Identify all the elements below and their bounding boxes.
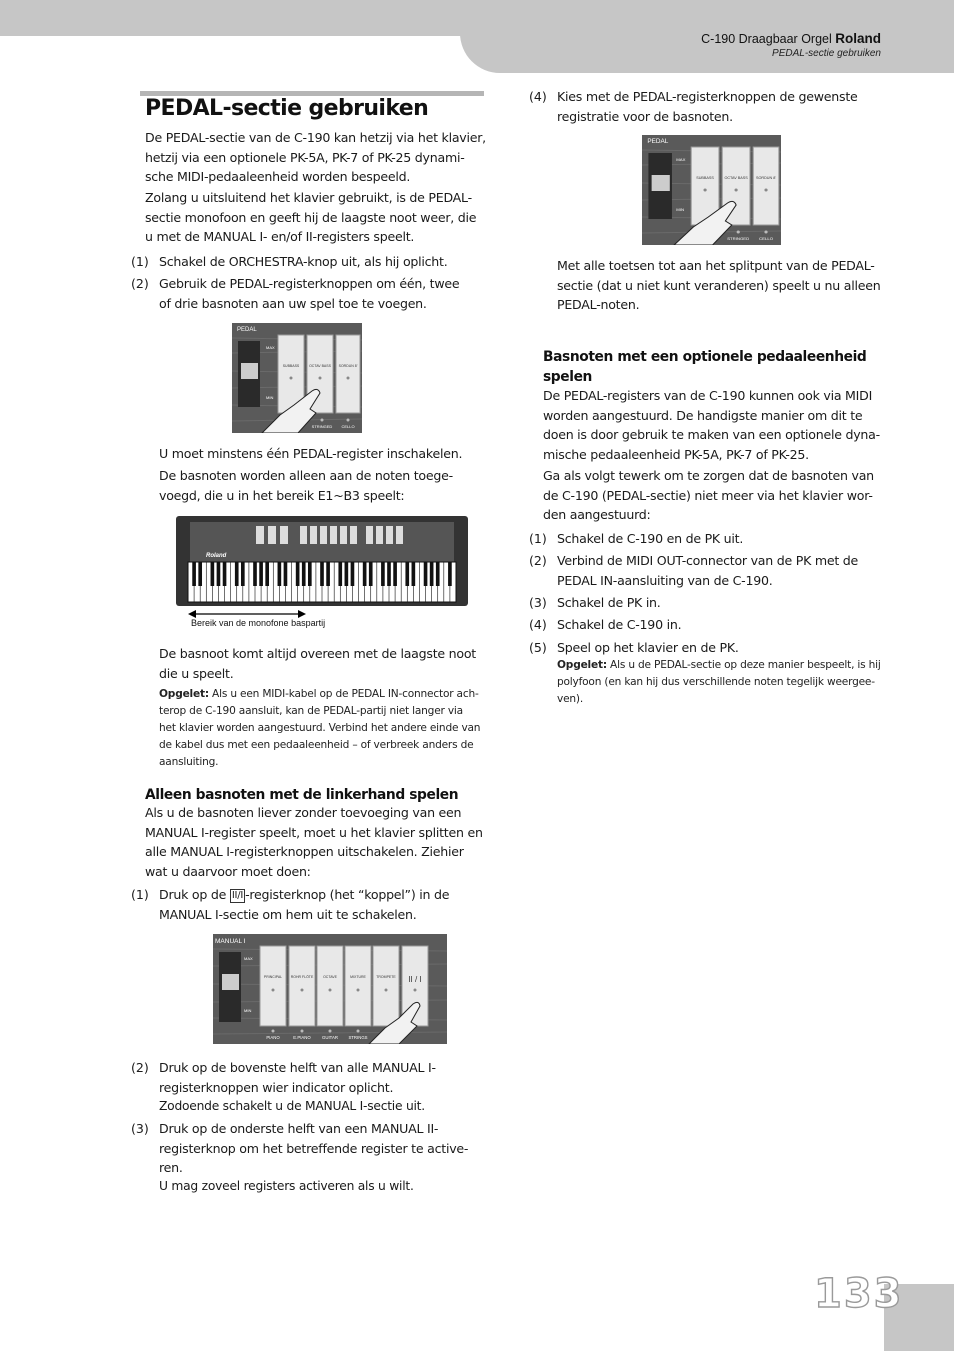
pk-step-2-cont: PEDAL IN-aansluiting van de C-190.: [557, 573, 773, 588]
svg-text:CELLO: CELLO: [341, 424, 355, 429]
subheading-left-hand: Alleen basnoten met de linkerhand spelen: [145, 787, 459, 803]
step-number: (1): [131, 254, 149, 269]
note-label: Opgelet:: [557, 659, 607, 671]
black-key: [284, 562, 288, 586]
step-number: (5): [529, 640, 547, 655]
svg-text:STRINGED: STRINGED: [311, 424, 333, 429]
split-step-1: Druk op de II/I -registerknop (het “koppel”) in de MANUAL I-sectie om hem uit te schakelen.: [159, 887, 450, 922]
svg-text:OCTAV BASS: OCTAV BASS: [724, 176, 748, 180]
svg-text:MIXTURE: MIXTURE: [350, 975, 366, 979]
black-key: [387, 562, 391, 586]
black-key: [345, 562, 349, 586]
black-key: [278, 562, 282, 586]
right-step-4: Kies met de PEDAL-registerknoppen de gewenste registratie voor de basnoten.: [557, 89, 858, 124]
header-brand: Roland: [835, 31, 881, 46]
pk-step-2: Verbind de MIDI OUT-connector van de PK met de: [557, 553, 859, 568]
black-key: [338, 562, 342, 586]
step-number: (2): [131, 1060, 149, 1075]
svg-text:MAX: MAX: [244, 956, 253, 961]
black-key: [223, 562, 227, 586]
split-point-note: Met alle toetsen tot aan het splitpunt van de PEDAL- sectie (dat u niet kunt veranderen) speelt u nu alleen PEDAL-noten.: [557, 258, 881, 313]
note-polyphonic: Opgelet: Als u de PEDAL-sectie op deze manier bespeelt, is hij polyfoon (en kan hij dus verschillende noten tegelijk weergee- ven).: [557, 659, 881, 705]
pedal-unit-intro: De PEDAL-registers van de C-190 kunnen ook via MIDI worden aangestuurd. De handigste manier om dit te doen is door gebruik te maken van een optionele dyna- mische pedaaleenheid PK-5A, PK-7 of PK-25.: [543, 388, 880, 463]
black-key: [320, 562, 324, 586]
note-label: Opgelet:: [159, 688, 209, 700]
pk-step-3: Schakel de PK in.: [557, 595, 661, 610]
black-key: [253, 562, 257, 586]
panel-label: PEDAL: [237, 327, 257, 333]
keyboard-brand: Roland: [206, 553, 227, 559]
black-key: [412, 562, 416, 586]
black-key: [430, 562, 434, 586]
black-key: [351, 562, 355, 586]
page-number: 133: [814, 1271, 904, 1317]
svg-text:SORDUN 8': SORDUN 8': [756, 176, 777, 180]
step-number: (4): [529, 89, 547, 104]
split-step-3: Druk op de onderste helft van een MANUAL II- registerknop om het betreffende register te active- ren.: [159, 1121, 469, 1176]
black-key: [448, 562, 452, 586]
pk-step-1: Schakel de C-190 en de PK uit.: [557, 531, 744, 546]
black-key: [192, 562, 196, 586]
split-step-2: Druk op de bovenste helft van alle MANUAL I- registerknoppen wier indicator oplicht.: [159, 1060, 436, 1095]
svg-text:OCTAV BASS: OCTAV BASS: [309, 364, 331, 368]
pedal-panel-illustration-2: [642, 135, 781, 245]
svg-text:STRINGED: STRINGED: [727, 236, 750, 241]
black-key: [381, 562, 385, 586]
note-lowest: De basnoot komt altijd overeen met de laagste noot die u speelt.: [159, 646, 476, 681]
note-min-register: U moet minstens één PEDAL-register inschakelen.: [159, 446, 463, 461]
black-key: [363, 562, 367, 586]
black-key: [369, 562, 373, 586]
black-key: [235, 562, 239, 586]
panel-label: PEDAL: [647, 138, 669, 145]
left-hand-intro: Als u de basnoten liever zonder toevoeging van een MANUAL I-register speelt, moet u het klavier splitten en alle MANUAL I-registerknoppen uitschakelen. Ziehier wat u daarvoor moet doen:: [145, 805, 483, 880]
split-step-3-result: U mag zoveel registers activeren als u wilt.: [159, 1179, 414, 1193]
svg-text:PRINCIPAL: PRINCIPAL: [263, 975, 283, 979]
black-key: [198, 562, 202, 586]
coupler-key-icon: II/I: [231, 890, 244, 901]
svg-text:E.PIANO: E.PIANO: [293, 1035, 311, 1040]
split-step-2-result: Zodoende schakelt u de MANUAL I-sectie uit.: [159, 1099, 425, 1113]
svg-text:OCTAVE: OCTAVE: [323, 975, 337, 979]
black-key: [424, 562, 428, 586]
svg-text:MAX: MAX: [266, 345, 275, 350]
black-key: [296, 562, 300, 586]
note-midi-cable: Opgelet: Als u een MIDI-kabel op de PEDAL IN-connector ach- terop de C-190 aansluit, kan de PEDAL-partij niet langer via het klavier worden aangestuurd. Verbind het andere einde van de kabel dus met een pedaaleenheid – of verbreek anders de aansluiting.: [159, 688, 481, 768]
step-1-text: Schakel de ORCHESTRA-knop uit, als hij oplicht.: [159, 254, 448, 269]
step-number: (3): [131, 1121, 149, 1136]
step-2-text: Gebruik de PEDAL-registerknoppen om één, twee of drie basnoten aan uw spel toe te voegen.: [159, 276, 460, 311]
black-key: [393, 562, 397, 586]
svg-text:MIN: MIN: [266, 395, 274, 400]
svg-text:SUBBASS: SUBBASS: [282, 364, 300, 368]
svg-text:TROMPETE: TROMPETE: [376, 975, 396, 979]
svg-text:MIN: MIN: [676, 207, 685, 212]
black-key: [405, 562, 409, 586]
svg-text:SORDUN 8': SORDUN 8': [338, 364, 358, 368]
panel-label: MANUAL I: [215, 938, 246, 945]
svg-text:II / I: II / I: [408, 975, 422, 984]
black-key: [308, 562, 312, 586]
step-number: (2): [529, 553, 547, 568]
note-range: De basnoten worden alleen aan de noten toege- voegd, die u in het bereik E1~B3 speelt:: [159, 468, 453, 503]
intro-paragraph-1: De PEDAL-sectie van de C-190 kan hetzij via het klavier, hetzij via een optionele PK-5A, PK-7 of PK-25 dynami- sche MIDI-pedaaleenheid worden bespeeld.: [145, 130, 486, 185]
header-subtitle: PEDAL-sectie gebruiken: [772, 48, 881, 59]
black-key: [241, 562, 245, 586]
black-key: [217, 562, 221, 586]
pedal-unit-procedure-intro: Ga als volgt tewerk om te zorgen dat de basnoten van de C-190 (PEDAL-sectie) niet meer via het klavier wor- den aangestuurd:: [543, 468, 874, 523]
black-key: [326, 562, 330, 586]
intro-paragraph-2: Zolang u uitsluitend het klavier gebruikt, is de PEDAL- sectie monofoon en geeft hij de laagste noot weer, die u met de MANUAL I- en/of II-registers speelt.: [145, 190, 477, 245]
step-number: (1): [131, 887, 149, 902]
subheading-pedal-unit: Basnoten met een optionele pedaaleenheid spelen: [543, 349, 867, 385]
svg-text:MAX: MAX: [676, 157, 686, 162]
svg-text:ROHR FLÖTE: ROHR FLÖTE: [290, 975, 314, 979]
pedal-panel-illustration: [232, 323, 362, 433]
pk-step-5: Speel op het klavier en de PK.: [557, 640, 739, 655]
section-title: PEDAL-sectie gebruiken: [145, 96, 429, 121]
keyboard-illustration: [176, 516, 470, 626]
svg-text:SUBBASS: SUBBASS: [696, 176, 714, 180]
step-number: (4): [529, 617, 547, 632]
manual-panel-illustration: [213, 934, 447, 1044]
keyboard-caption: Bereik van de monofone baspartij: [191, 618, 326, 628]
black-key: [211, 562, 215, 586]
black-key: [259, 562, 263, 586]
svg-text:GUITAR: GUITAR: [322, 1035, 338, 1040]
svg-text:STRINGS: STRINGS: [348, 1035, 368, 1040]
step-number: (3): [529, 595, 547, 610]
svg-text:CELLO: CELLO: [759, 236, 774, 241]
step-number: (2): [131, 276, 149, 291]
svg-text:MIN: MIN: [244, 1008, 252, 1013]
svg-text:PIANO: PIANO: [266, 1035, 280, 1040]
step-number: (1): [529, 531, 547, 546]
black-key: [302, 562, 306, 586]
header-title: C-190 Draagbaar Orgel Roland: [701, 31, 881, 46]
black-key: [436, 562, 440, 586]
pk-step-4: Schakel de C-190 in.: [557, 617, 682, 632]
black-key: [265, 562, 269, 586]
